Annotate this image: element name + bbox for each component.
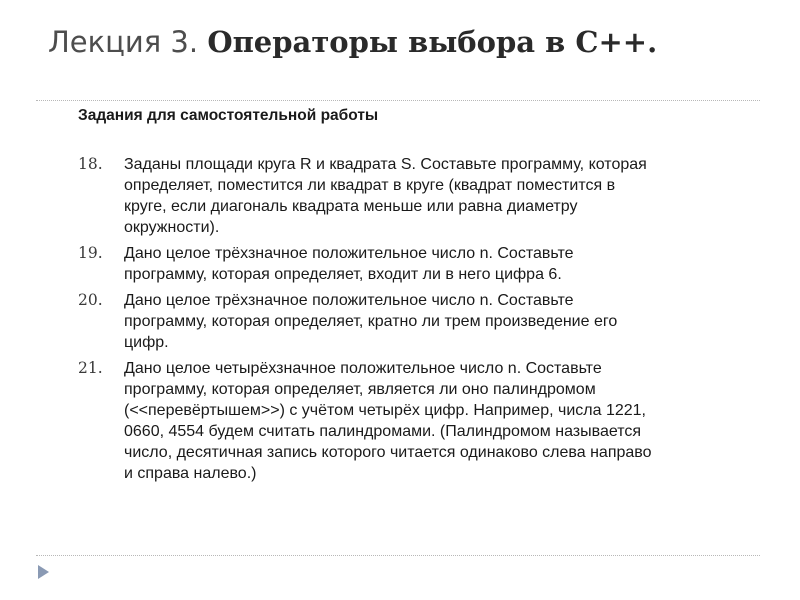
bottom-divider — [36, 555, 760, 556]
task-number: 21. — [78, 359, 103, 377]
top-divider — [36, 100, 760, 101]
task-item-18 — [78, 154, 738, 238]
task-number: 18. — [78, 155, 103, 173]
task-text: Заданы площади круга R и квадрата S. Составьте программу, которая определяет, поместится ли квадрат в круге (квадрат поместится в круге, если диагональ квадрата меньше или равна диаметру окружности). — [124, 156, 647, 236]
task-text: Дано целое четырёхзначное положительное число n. Составьте программу, которая определяет, является ли оно палиндромом (<<перевёртышем>>) с учётом четырёх цифр. Например, числа 1221, 0660, 4554 будем считать палиндромами. (Палиндромом называется число, десятичная запись которого читается одинаково слева направо и справа налево.) — [124, 360, 652, 482]
task-text: Дано целое трёхзначное положительное число n. Составьте программу, которая определяет, кратно ли трем произведение его цифр. — [124, 292, 618, 351]
slide-title-bold: Операторы выбора в С++. — [207, 25, 658, 59]
slide-title-light: Лекция 3. — [48, 25, 208, 59]
task-item-20 — [78, 290, 738, 353]
task-list — [78, 154, 738, 489]
slide-title — [48, 22, 657, 62]
task-number: 20. — [78, 291, 103, 309]
section-heading: Задания для самостоятельной работы — [78, 107, 379, 124]
task-item-19 — [78, 243, 738, 285]
task-item-21 — [78, 358, 738, 484]
triangle-right-icon[interactable] — [38, 565, 49, 579]
task-number: 19. — [78, 244, 103, 262]
task-text: Дано целое трёхзначное положительное число n. Составьте программу, которая определяет, входит ли в него цифра 6. — [124, 245, 574, 283]
